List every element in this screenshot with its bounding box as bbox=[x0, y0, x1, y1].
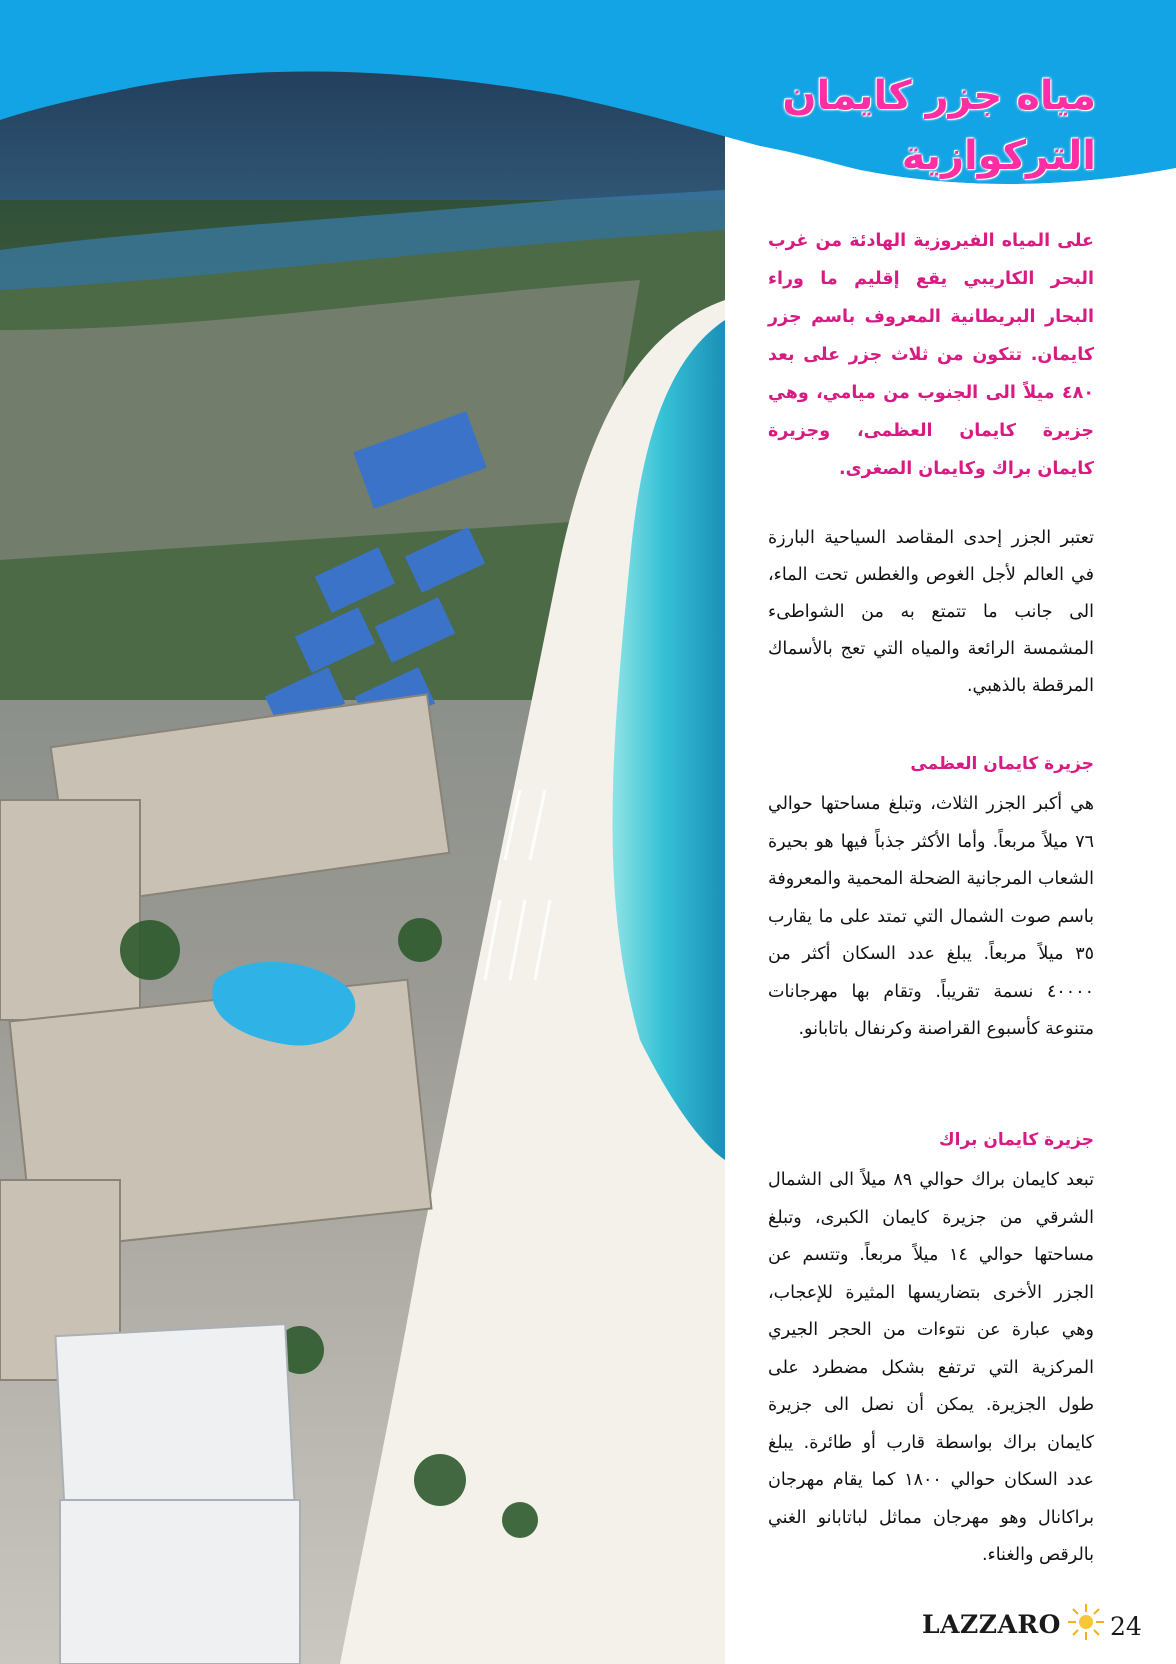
page-title: مياه جزر كايمان التركوازية bbox=[782, 73, 1096, 179]
sun-icon bbox=[1066, 1602, 1106, 1642]
heading-grand-cayman: جزيرة كايمان العظمى bbox=[910, 754, 1094, 774]
grand-cayman-paragraph: هي أكبر الجزر الثلاث، وتبلغ مساحتها حوالي ٧٦ ميلاً مربعاً. وأما الأكثر جذباً فيها هو بحيرة الشعاب المرجانية الضحلة المحمية والمعروفة باسم صوت الشمال التي تمتد على ما يقارب ٣٥ ميلاً مربعاً. يبلغ عدد السكان أكثر من ٤٠٠٠٠ نسمة تقريباً. وتقام بها مهرجانات متنوعة كأسبوع القراصنة وكرنفال باتابانو. bbox=[768, 794, 1094, 1039]
heading-cayman-brac: جزيرة كايمان براك bbox=[939, 1130, 1094, 1150]
intro-paragraph: على المياه الفيروزية الهادئة من غرب البحر الكاريبي يقع إقليم ما وراء البحار البريطانية المعروف باسم جزر كايمان. تتكون من ثلاث جزر على بعد ٤٨٠ ميلاً الى الجنوب من ميامي، وهي جزيرة كايمان العظمى، وجزيرة كايمان براك وكايمان الصغرى. bbox=[768, 231, 1094, 479]
tourism-paragraph: تعتبر الجزر إحدى المقاصد السياحية البارزة في العالم لأجل الغوص والغطس تحت الماء، الى جانب ما تتمتع به من الشواطىء المشمسة الرائعة والمياه التي تعج بالأسماك المرقطة بالذهبي. bbox=[768, 528, 1094, 696]
cayman-brac-paragraph: تبعد كايمان براك حوالي ٨٩ ميلاً الى الشمال الشرقي من جزيرة كايمان الكبرى، وتبلغ مساحتها حوالي ١٤ ميلاً مربعاً. وتتسم عن الجزر الأخرى بتضاريسها المثيرة للإعجاب، وهي عبارة عن نتوءات من الحجر الجيري المركزية التي ترتفع بشكل مضطرد على طول الجزيرة. يمكن أن نصل الى جزيرة كايمان براك بواسطة قارب أو طائرة. يبلغ عدد السكان حوالي ١٨٠٠ كما يقام مهرجان براكانال وهو مهرجان مماثل لباتابانو الغني بالرقص والغناء. bbox=[768, 1170, 1094, 1565]
brand-logo-text: LAZZARO bbox=[922, 1610, 1061, 1639]
resort-buildings bbox=[0, 694, 449, 1380]
page-number: 24 bbox=[1110, 1612, 1142, 1641]
white-roof-building bbox=[55, 1324, 300, 1664]
